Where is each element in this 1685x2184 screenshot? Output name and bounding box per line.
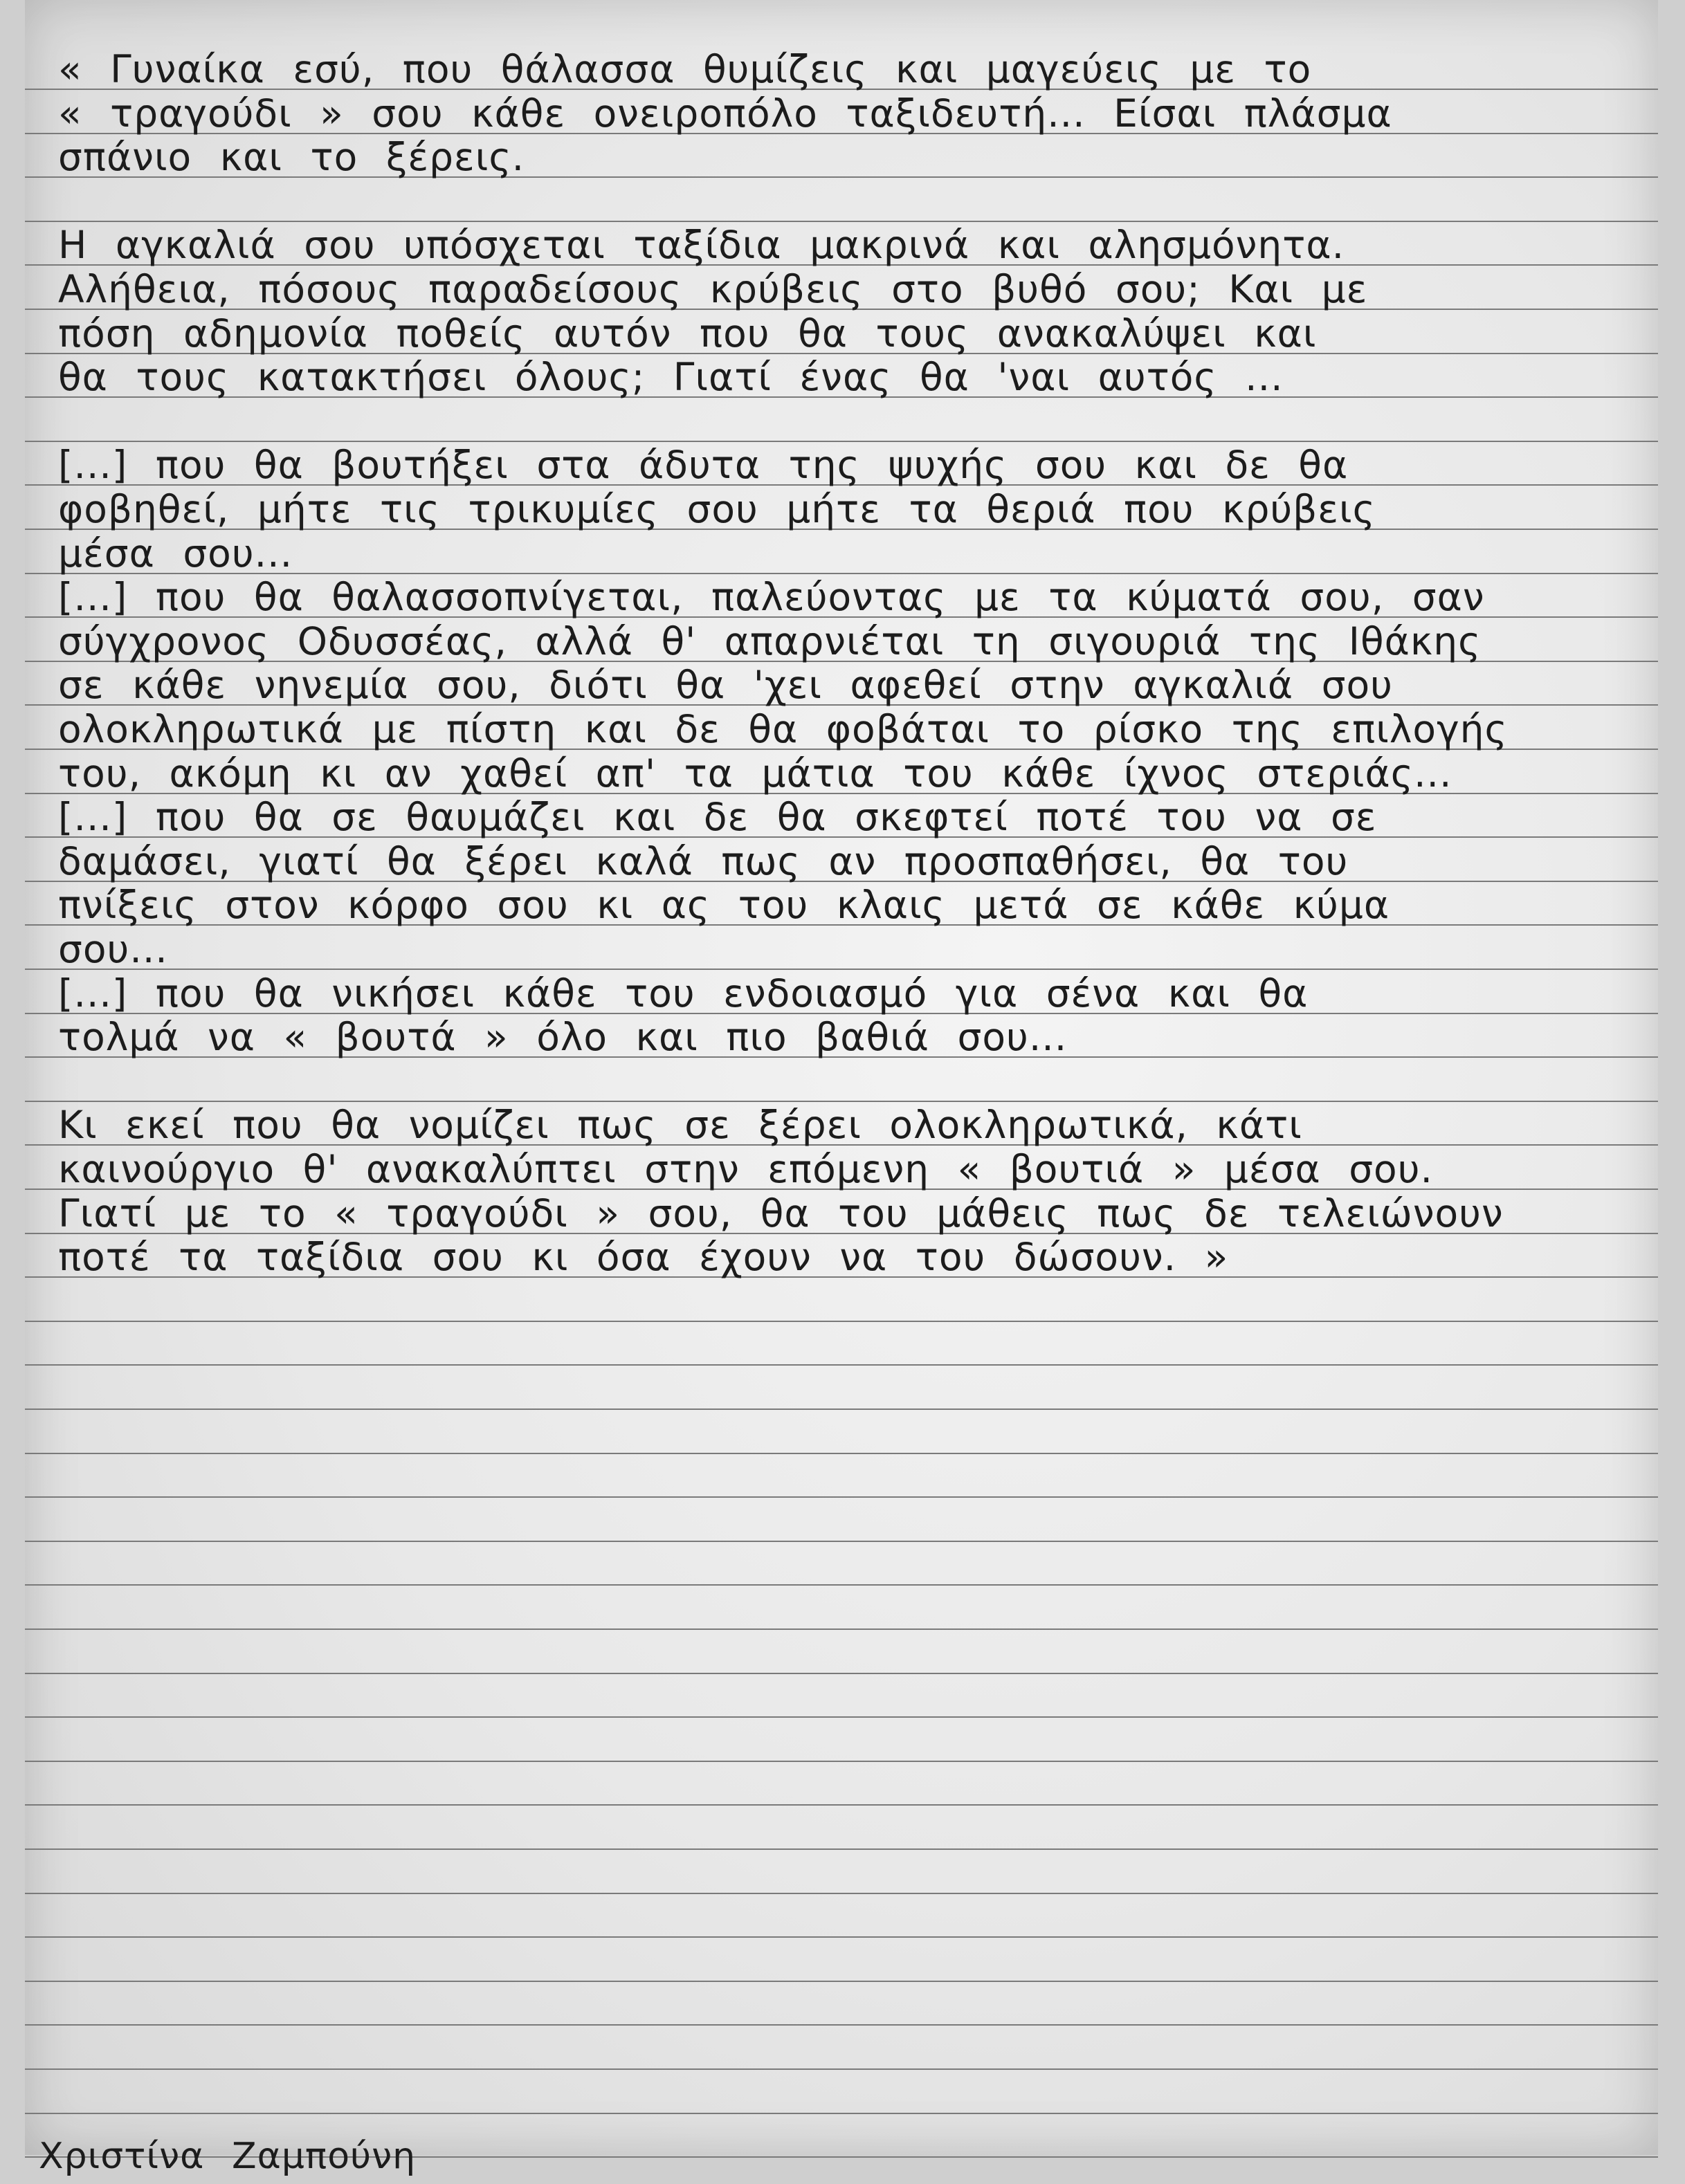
ruled-line: [25, 1364, 1658, 1366]
ruled-line: [25, 1673, 1658, 1674]
ruled-line: [25, 1804, 1658, 1806]
ruled-line: [25, 1496, 1658, 1498]
ruled-line: [25, 1321, 1658, 1322]
text-line: τολμά να « βουτά » όλο και πιο βαθιά σου...: [58, 1015, 1068, 1059]
ruled-line: [25, 1628, 1658, 1630]
ruled-line: [25, 1936, 1658, 1938]
ruled-line: [25, 1848, 1658, 1850]
text-line: σε κάθε νηνεμία σου, διότι θα 'χει αφεθεί στην αγκαλιά σου: [58, 663, 1393, 707]
notebook-page: [25, 0, 1658, 2177]
ruled-line: [25, 1541, 1658, 1542]
text-line: δαμάσει, γιατί θα ξέρει καλά πως αν προσπαθήσει, θα του: [58, 839, 1349, 883]
text-line: πνίξεις στον κόρφο σου κι ας του κλαις μετά σε κάθε κύμα: [58, 883, 1390, 927]
text-line: μέσα σου...: [58, 531, 293, 576]
text-line: καινούργιο θ' ανακαλύπτει στην επόμενη « βουτιά » μέσα σου.: [58, 1147, 1434, 1191]
text-line: ποτέ τα ταξίδια σου κι όσα έχουν να του δώσουν. »: [58, 1235, 1229, 1279]
text-line: [...] που θα σε θαυμάζει και δε θα σκεφτεί ποτέ του να σε: [58, 795, 1377, 839]
text-line: του, ακόμη κι αν χαθεί απ' τα μάτια του κάθε ίχνος στεριάς...: [58, 751, 1452, 796]
text-line: σου...: [58, 927, 168, 971]
text-line: « Γυναίκα εσύ, που θάλασσα θυμίζεις και μαγεύεις με το: [58, 47, 1312, 91]
ruled-line: [25, 1584, 1658, 1586]
text-line: σπάνιο και το ξέρεις.: [58, 135, 525, 179]
text-line: Αλήθεια, πόσους παραδείσους κρύβεις στο βυθό σου; Και με: [58, 267, 1368, 311]
ruled-line: [25, 1716, 1658, 1718]
text-line: φοβηθεί, μήτε τις τρικυμίες σου μήτε τα θεριά που κρύβεις: [58, 487, 1376, 531]
ruled-line: [25, 2024, 1658, 2026]
text-line: [...] που θα θαλασσοπνίγεται, παλεύοντας με τα κύματά σου, σαν: [58, 575, 1485, 619]
ruled-line: [25, 2068, 1658, 2070]
ruled-line: [25, 1408, 1658, 1410]
text-line: θα τους κατακτήσει όλους; Γιατί ένας θα 'ναι αυτός ...: [58, 355, 1284, 399]
text-line: « τραγούδι » σου κάθε ονειροπόλο ταξιδευτή... Είσαι πλάσμα: [58, 91, 1392, 136]
text-line: [...] που θα νικήσει κάθε του ενδοιασμό για σένα και θα: [58, 971, 1309, 1016]
signature: Χριστίνα Ζαμπούνη: [39, 2136, 417, 2177]
text-line: Γιατί με το « τραγούδι » σου, θα του μάθεις πως δε τελειώνουν: [58, 1191, 1504, 1236]
text-line: πόση αδημονία ποθείς αυτόν που θα τους ανακαλύψει και: [58, 311, 1317, 356]
ruled-line: [25, 1453, 1658, 1454]
ruled-line: [25, 1893, 1658, 1894]
text-line: Κι εκεί που θα νομίζει πως σε ξέρει ολοκληρωτικά, κάτι: [58, 1103, 1302, 1147]
ruled-line: [25, 1981, 1658, 1982]
text-line: [...] που θα βουτήξει στα άδυτα της ψυχής σου και δε θα: [58, 443, 1349, 487]
text-line: ολοκληρωτικά με πίστη και δε θα φοβάται το ρίσκο της επιλογής: [58, 707, 1508, 751]
ruled-line: [25, 1761, 1658, 1762]
ruled-line: [25, 2113, 1658, 2114]
text-line: Η αγκαλιά σου υπόσχεται ταξίδια μακρινά και αλησμόνητα.: [58, 223, 1345, 267]
text-line: σύγχρονος Οδυσσέας, αλλά θ' απαρνιέται τη σιγουριά της Ιθάκης: [58, 619, 1482, 663]
